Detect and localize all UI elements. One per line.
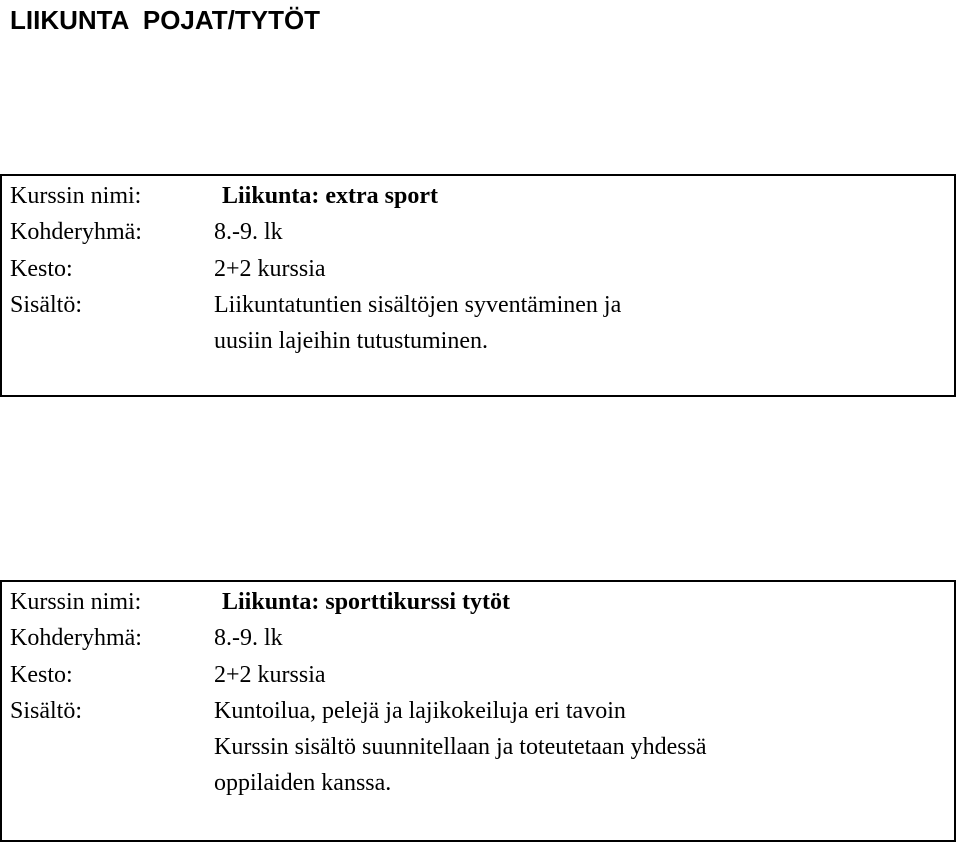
content-line: oppilaiden kanssa.: [214, 770, 392, 796]
course-name: Liikunta: extra sport: [222, 183, 438, 209]
target-group-value: 8.-9. lk: [214, 625, 283, 651]
content-line: Kurssin sisältö suunnitellaan ja toteutetaan yhdessä: [214, 734, 707, 760]
target-group-label: Kohderyhmä:: [10, 625, 142, 651]
course-name-label: Kurssin nimi:: [10, 183, 142, 209]
duration-value: 2+2 kurssia: [214, 662, 326, 688]
course-name-label: Kurssin nimi:: [10, 589, 142, 615]
course-box: [0, 174, 956, 397]
course-name: Liikunta: sporttikurssi tytöt: [222, 589, 511, 615]
content-text: [214, 693, 944, 801]
course-box: [0, 580, 956, 842]
duration-value: 2+2 kurssia: [214, 256, 326, 282]
content-label: Sisältö:: [10, 292, 83, 318]
content-text: [214, 287, 944, 359]
page-title: LIIKUNTA POJAT/TYTÖT: [10, 5, 321, 35]
target-group-value: 8.-9. lk: [214, 219, 283, 245]
content-line: Kuntoilua, pelejä ja lajikokeiluja eri tavoin: [214, 698, 626, 724]
duration-label: Kesto:: [10, 256, 73, 282]
content-line: uusiin lajeihin tutustuminen.: [214, 328, 488, 354]
content-line: Liikuntatuntien sisältöjen syventäminen ja: [214, 292, 622, 318]
content-label: Sisältö:: [10, 698, 83, 724]
duration-label: Kesto:: [10, 662, 73, 688]
target-group-label: Kohderyhmä:: [10, 219, 142, 245]
